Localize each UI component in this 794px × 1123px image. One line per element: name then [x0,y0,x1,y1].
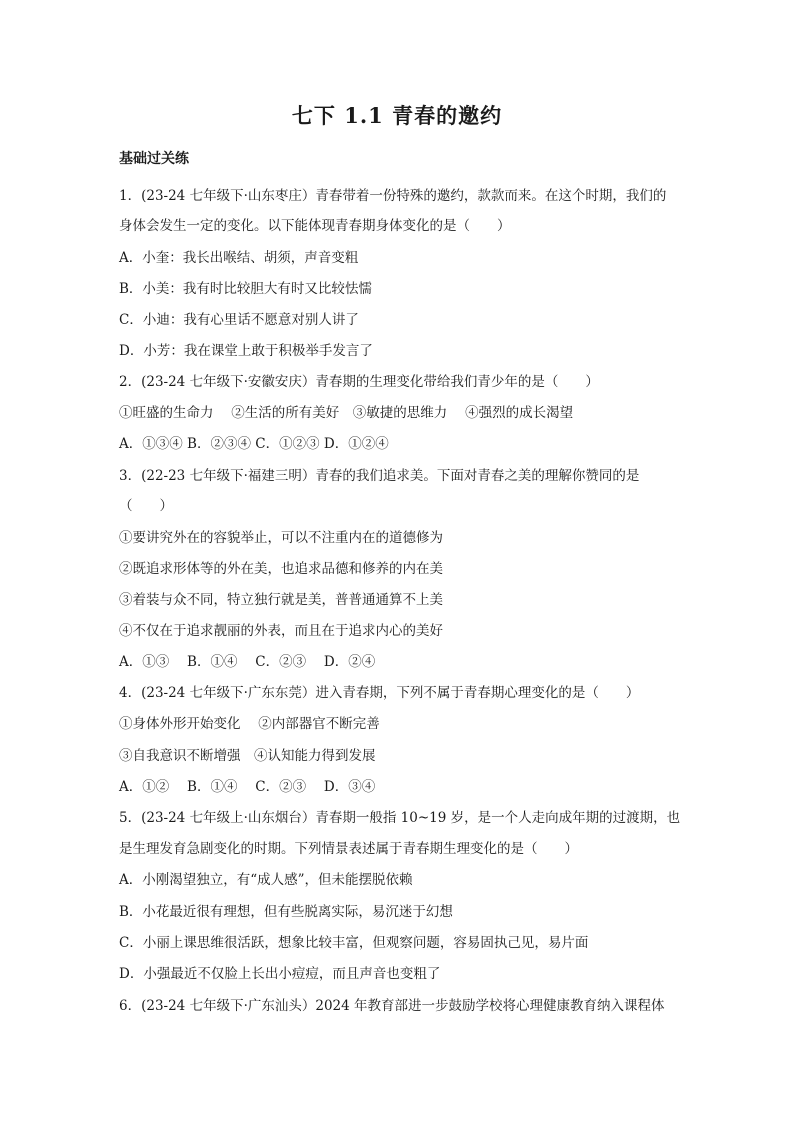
question-2-options: A．①③④ B．②③④ C．①②③ D．①②④ [119,436,389,452]
question-2-statements: ①旺盛的生命力 ②生活的所有美好 ③敏捷的思维力 ④强烈的成长渴望 [119,405,574,421]
question-1-option-d: D．小芳：我在课堂上敢于积极举手发言了 [119,343,373,359]
question-3-statement-4: ④不仅在于追求靓丽的外表，而且在于追求内心的美好 [119,623,443,639]
question-4-statements-line-2: ③自我意识不断增强 ④认知能力得到发展 [119,748,376,764]
question-2-stem: 2．(23-24 七年级下·安徽安庆）青春期的生理变化带给我们青少年的是（ ） [119,374,599,390]
question-1-option-b: B．小美：我有时比较胆大有时又比较怯懦 [119,281,372,297]
question-4-statements-line-1: ①身体外形开始变化 ②内部器官不断完善 [119,716,380,732]
question-5-option-d: D．小强最近不仅脸上长出小痘痘，而且声音也变粗了 [119,966,441,982]
question-1-option-a: A．小奎：我长出喉结、胡须，声音变粗 [119,250,359,266]
question-4-options: A．①② B．①④ C．②③ D．③④ [119,779,376,795]
question-3-statement-1: ①要讲究外在的容貌举止，可以不注重内在的道德修为 [119,530,443,546]
question-1-stem-line-2: 身体会发生一定的变化。以下能体现青春期身体变化的是（ ） [119,218,511,234]
question-1-option-c: C．小迪：我有心里话不愿意对别人讲了 [119,312,359,328]
question-4-stem: 4．(23-24 七年级下·广东东莞）进入青春期，下列不属于青春期心理变化的是（ ） [119,685,640,701]
question-5-option-c: C．小丽上课思维很活跃，想象比较丰富，但观察问题，容易固执己见，易片面 [119,935,589,951]
question-3-options: A．①③ B．①④ C．②③ D．②④ [119,654,376,670]
question-5-stem-line-1: 5．(23-24 七年级上·山东烟台）青春期一般指 10~19 岁，是一个人走向成年期的过渡期，也 [119,810,681,826]
question-3-stem-line-1: 3．(22-23 七年级下·福建三明）青春的我们追求美。下面对青春之美的理解你赞同的是 [119,468,640,484]
section-heading: 基础过关练 [119,151,189,167]
question-6-stem-line-1: 6．(23-24 七年级下·广东汕头）2024 年教育部进一步鼓励学校将心理健康教育纳入课程体 [119,998,665,1014]
question-3-statement-3: ③着装与众不同，特立独行就是美，普普通通算不上美 [119,592,443,608]
question-1-stem-line-1: 1．(23-24 七年级下·山东枣庄）青春带着一份特殊的邀约，款款而来。在这个时期，我们的 [119,188,667,204]
question-5-option-a: A．小刚渴望独立，有“成人感”，但未能摆脱依赖 [119,872,413,888]
question-5-stem-line-2: 是生理发育急剧变化的时期。下列情景表述属于青春期生理变化的是（ ） [119,841,578,857]
question-5-option-b: B．小花最近很有理想，但有些脱离实际，易沉迷于幻想 [119,904,453,920]
page-title: 七下 1.1 青春的邀约 [291,103,503,128]
question-3-stem-line-2: （ ） [119,498,173,514]
question-3-statement-2: ②既追求形体等的外在美，也追求品德和修养的内在美 [119,561,443,577]
